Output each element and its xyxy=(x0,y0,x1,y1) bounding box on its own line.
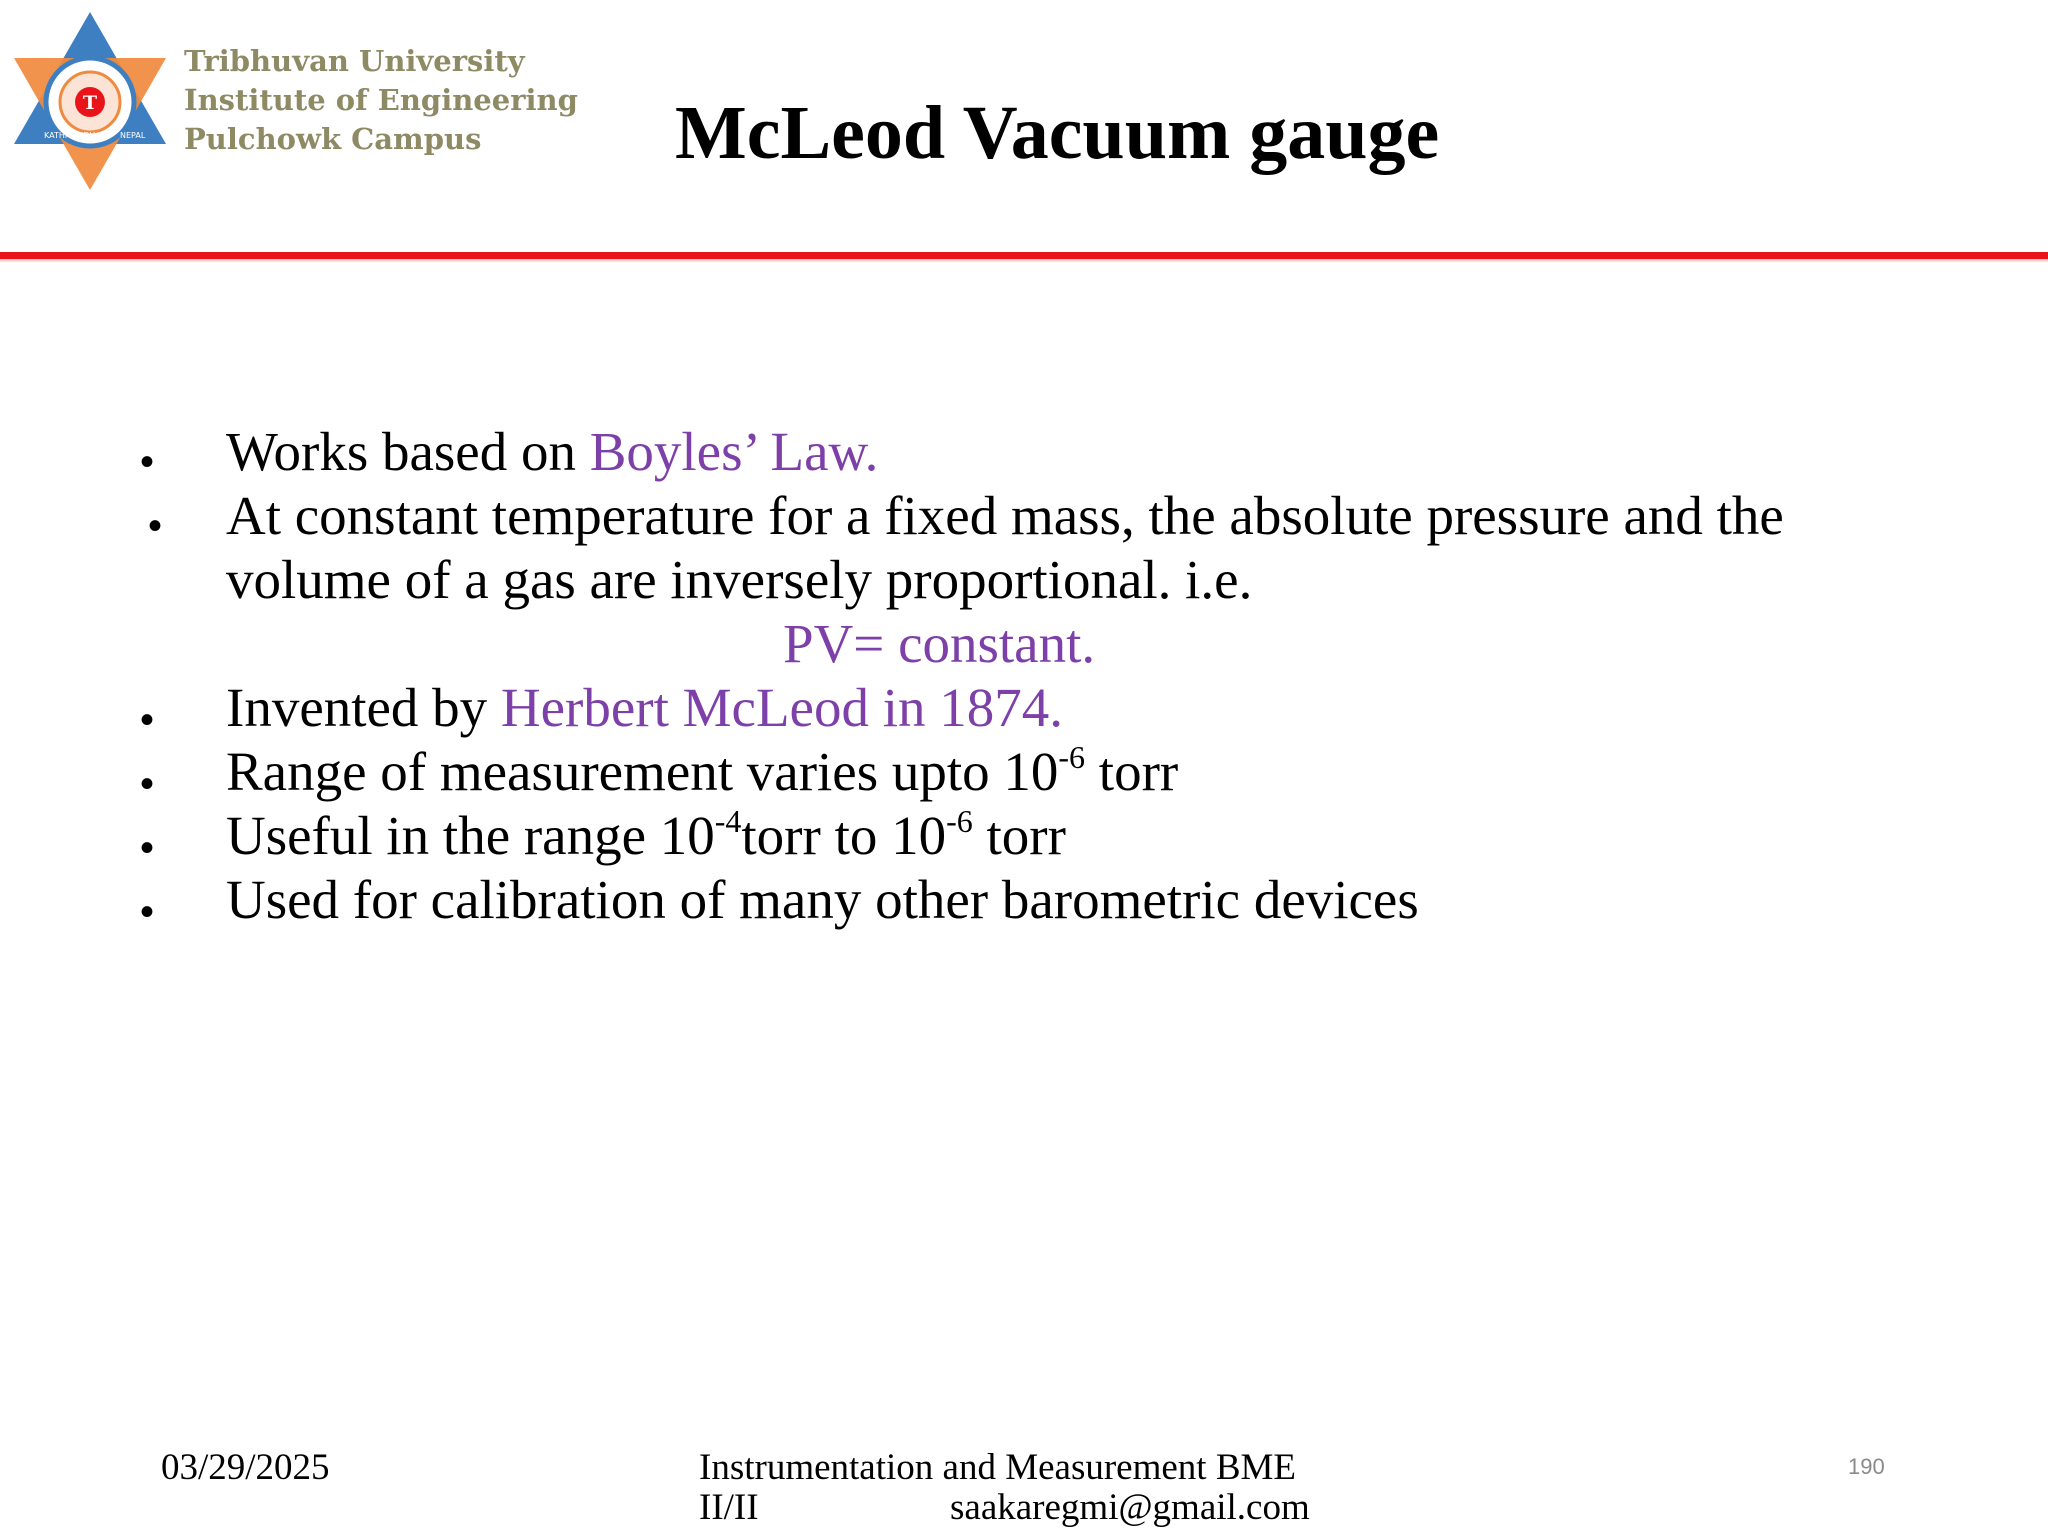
bullet-item-useful-range xyxy=(226,804,1066,875)
svg-text:KATHMANDU: KATHMANDU xyxy=(44,131,96,140)
bullet-text: torr to 10 xyxy=(741,805,947,866)
svg-text:NEPAL: NEPAL xyxy=(120,131,146,140)
logo-line-institute: Institute of Engineering xyxy=(184,83,578,117)
bullet-item-range xyxy=(226,740,1178,811)
bullet-text-unit: torr xyxy=(1085,741,1179,802)
svg-text:T: T xyxy=(82,92,98,114)
exponent: -4 xyxy=(714,803,742,839)
footer-email: saakaregmi@gmail.com xyxy=(950,1487,1310,1528)
slide-number: 190 xyxy=(1848,1454,1885,1479)
bullet-item-inventor xyxy=(226,676,1063,740)
exponent: -6 xyxy=(1058,739,1086,775)
formula-pv-constant: PV= constant. xyxy=(783,613,1096,674)
bullet-text-highlight: Herbert McLeod in 1874. xyxy=(500,677,1063,738)
bullet-item-definition-line2: volume of a gas are inversely proportional. i.e. xyxy=(226,549,1253,610)
exponent: -6 xyxy=(946,803,973,839)
footer-course-title: Instrumentation and Measurement BME xyxy=(699,1447,1297,1488)
bullet-text: Invented by xyxy=(226,677,501,738)
bullet-marker: • xyxy=(140,440,155,484)
logo-line-campus: Pulchowk Campus xyxy=(184,122,482,156)
bullet-item-calibration: Used for calibration of many other barometric devices xyxy=(226,869,1419,930)
bullet-marker: • xyxy=(140,890,155,934)
logo-wordmark xyxy=(184,42,578,159)
institution-logo xyxy=(0,0,610,200)
bullet-text: Range of measurement varies upto 10 xyxy=(226,741,1059,802)
header-divider-shadow xyxy=(0,259,2048,263)
footer-date: 03/29/2025 xyxy=(161,1447,330,1488)
bullet-marker: • xyxy=(140,698,155,742)
header-divider xyxy=(0,252,2048,259)
bullet-item-definition-line1: At constant temperature for a fixed mass, the absolute pressure and the xyxy=(226,485,1784,546)
bullet-text: Works based on xyxy=(226,421,590,482)
bullet-text-highlight: Boyles’ Law. xyxy=(589,421,879,482)
bullet-marker: • xyxy=(140,762,155,806)
bullet-item-boyles-law xyxy=(226,420,878,484)
slide-title: McLeod Vacuum gauge xyxy=(675,91,1440,175)
bullet-marker: • xyxy=(148,504,163,548)
bullet-text-unit: torr xyxy=(972,805,1066,866)
bullet-text: Useful in the range 10 xyxy=(226,805,715,866)
logo-line-university: Tribhuvan University xyxy=(184,44,525,78)
bullet-marker: • xyxy=(140,826,155,870)
footer-course-term: II/II xyxy=(699,1487,759,1528)
university-seal-icon xyxy=(10,10,170,190)
